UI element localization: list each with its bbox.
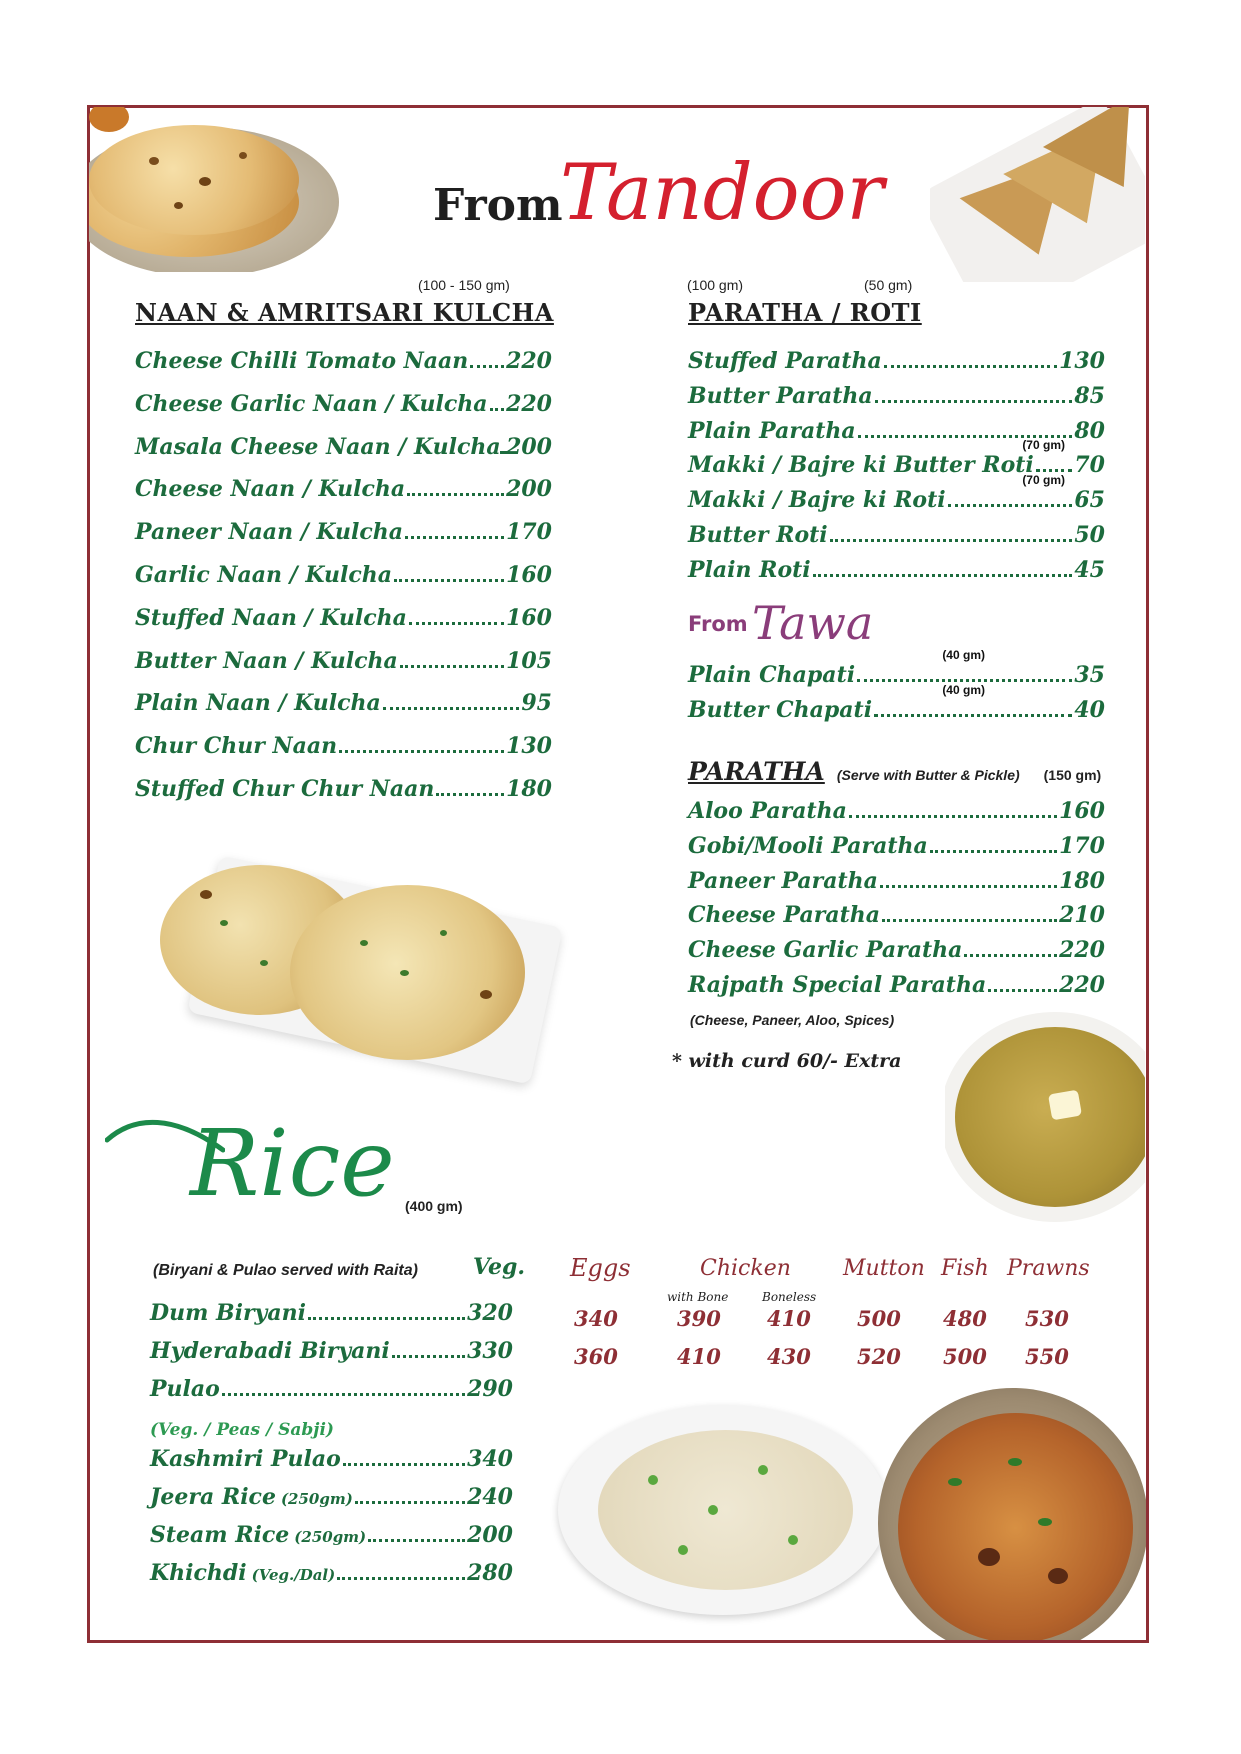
naan-heading: NAAN & AMRITSARI KULCHA [135, 298, 554, 327]
menu-item-price: 160 [1059, 798, 1105, 824]
menu-item-price: 220 [1059, 937, 1105, 964]
menu-item-price: 290 [467, 1376, 513, 1402]
menu-item-price: 170 [506, 519, 552, 546]
menu-item-name: Jeera Rice [150, 1484, 276, 1510]
hyd-biryani-boneless: 430 [767, 1344, 811, 1369]
menu-item-name: Butter Naan / Kulcha [135, 647, 398, 674]
menu-item-row [150, 1560, 513, 1586]
menu-item-name: Steam Rice [150, 1522, 290, 1548]
menu-item-row [135, 348, 552, 374]
dot-leader [882, 918, 1057, 922]
menu-item-row [688, 798, 1105, 824]
naan-weight-note: (100 - 150 gm) [418, 277, 510, 293]
dot-leader [1036, 468, 1073, 472]
menu-item-row [135, 519, 552, 545]
menu-item-weight: (70 gm) [1022, 473, 1065, 488]
paratha-special-note: (Cheese, Paneer, Aloo, Spices) [690, 1012, 895, 1028]
menu-item-price: 80 [1074, 417, 1105, 444]
menu-item-name: Cheese Garlic Paratha [688, 937, 963, 964]
menu-item-name: Plain Naan / Kulcha [135, 690, 381, 717]
tawa-script: Tawa [752, 596, 874, 650]
menu-item-price: 85 [1074, 382, 1105, 409]
menu-item-price: 280 [467, 1560, 513, 1586]
hyd-biryani-eggs: 360 [574, 1344, 618, 1369]
roti-weight-note-left: (100 gm) [687, 277, 744, 293]
dot-leader [874, 713, 1072, 717]
menu-item-name: Stuffed Chur Chur Naan [135, 776, 435, 802]
dot-leader [222, 1392, 465, 1396]
menu-item-row [135, 648, 552, 674]
menu-item-price: 210 [1059, 902, 1105, 929]
menu-item-name: Butter Paratha [688, 382, 873, 409]
menu-item-price: 45 [1074, 556, 1105, 583]
dot-leader [368, 1538, 465, 1542]
dot-leader [343, 1462, 465, 1466]
dum-biryani-mutton: 500 [857, 1306, 901, 1331]
menu-item-row [135, 562, 552, 588]
paratha-heading: PARATHA [688, 757, 825, 786]
menu-item-row [688, 348, 1105, 374]
col-with-bone: with Bone [667, 1290, 729, 1304]
menu-item-price: 220 [1059, 972, 1105, 998]
menu-item-price: 105 [506, 647, 552, 674]
menu-item-name: Butter Roti [688, 522, 828, 548]
menu-item-row [688, 557, 1105, 583]
menu-item-price: 130 [506, 733, 552, 760]
menu-item-name: Dum Biryani [150, 1300, 306, 1326]
menu-item-price: 200 [506, 476, 552, 503]
menu-item-row [135, 733, 552, 759]
menu-item-price: 50 [1074, 522, 1105, 548]
dot-leader [849, 814, 1057, 818]
menu-item-row [688, 522, 1105, 548]
menu-item-price: 130 [1059, 348, 1105, 374]
dot-leader [407, 492, 504, 496]
menu-item-weight: (40 gm) [942, 683, 985, 697]
menu-item-row [150, 1484, 513, 1510]
menu-item-row [135, 434, 552, 460]
menu-item-row [688, 937, 1105, 963]
menu-item-row [688, 972, 1105, 998]
paratha-triangles-image [930, 107, 1145, 282]
dot-leader [470, 364, 504, 368]
menu-item-price: 220 [506, 348, 552, 374]
menu-item-row [135, 776, 552, 802]
menu-item-name: Cheese Garlic Naan / Kulcha [135, 390, 488, 417]
menu-item-name: Stuffed Naan / Kulcha [135, 604, 407, 631]
dot-leader [400, 664, 504, 668]
menu-item-name: Cheese Paratha [688, 902, 881, 929]
menu-item-row [150, 1446, 513, 1472]
menu-item-sub: (Veg./Dal) [251, 1566, 336, 1584]
rice-served-note: (Biryani & Pulao served with Raita) [153, 1262, 418, 1279]
menu-item-price: 170 [1059, 832, 1105, 859]
menu-item-price: 340 [467, 1446, 513, 1472]
dum-biryani-with-bone: 390 [677, 1306, 721, 1331]
menu-item-weight: (70 gm) [1022, 438, 1065, 453]
dot-leader [355, 1500, 465, 1504]
menu-item-price: 70 [1074, 452, 1105, 479]
col-boneless: Boneless [762, 1290, 817, 1304]
title-from: From [433, 180, 563, 231]
menu-item-row [688, 383, 1105, 409]
naan-stack-image [89, 107, 339, 272]
menu-item-name: Cheese Chilli Tomato Naan [135, 348, 469, 374]
curd-note: * with curd 60/- Extra [672, 1050, 902, 1072]
hyd-biryani-fish: 500 [943, 1344, 987, 1369]
hyd-biryani-prawns: 550 [1025, 1344, 1069, 1369]
menu-item-name: Plain Chapati [688, 662, 856, 688]
col-mutton: Mutton [843, 1256, 925, 1281]
hyd-biryani-mutton: 520 [857, 1344, 901, 1369]
menu-item-name: Garlic Naan / Kulcha [135, 562, 393, 588]
menu-item-name: Butter Chapati [688, 697, 873, 723]
paratha-roti-heading: PARATHA / ROTI [688, 298, 922, 327]
menu-item-name: Aloo Paratha [688, 798, 847, 824]
menu-item-price: 65 [1074, 487, 1105, 514]
dot-leader [948, 503, 1073, 507]
dot-leader [503, 450, 504, 454]
menu-item-name: Makki / Bajre ki Roti [688, 487, 946, 514]
roti-weight-note-right: (50 gm) [864, 277, 913, 293]
dot-leader [405, 535, 504, 539]
dot-leader [813, 573, 1073, 577]
menu-item-row [150, 1300, 513, 1326]
dot-leader [830, 538, 1073, 542]
biryani-pot-image [878, 1388, 1146, 1640]
col-prawns: Prawns [1007, 1256, 1090, 1281]
col-fish: Fish [941, 1256, 989, 1281]
title-tandoor: Tandoor [560, 148, 884, 238]
garlic-naan-image [160, 850, 555, 1080]
dum-biryani-fish: 480 [943, 1306, 987, 1331]
menu-item-row [688, 473, 1105, 514]
menu-item-name: Gobi/Mooli Paratha [688, 832, 928, 859]
menu-item-sub: (250gm) [294, 1528, 367, 1546]
dot-leader [339, 749, 504, 753]
dot-leader [988, 988, 1057, 992]
dot-leader [383, 706, 520, 710]
menu-item-name: Masala Cheese Naan / Kulcha [135, 433, 501, 460]
menu-item-weight: (40 gm) [942, 648, 985, 662]
menu-item-price: 330 [467, 1338, 513, 1364]
rice-veg-label: Veg. [473, 1254, 526, 1280]
menu-item-price: 240 [467, 1484, 513, 1510]
dot-leader [436, 792, 504, 796]
menu-item-price: 95 [521, 690, 552, 717]
menu-item-name: Chur Chur Naan [135, 733, 338, 760]
paratha-serve-note: (Serve with Butter & Pickle) [836, 767, 1020, 783]
dot-leader [394, 578, 504, 582]
aloo-paratha-image [945, 1012, 1145, 1222]
menu-item-row [688, 648, 1105, 688]
dot-leader [964, 953, 1057, 957]
hyd-biryani-with-bone: 410 [677, 1344, 721, 1369]
menu-item-row [688, 833, 1105, 859]
menu-item-row [135, 605, 552, 631]
menu-item-row [135, 690, 552, 716]
dot-leader [337, 1576, 465, 1580]
menu-item-price: 180 [506, 776, 552, 802]
menu-item-name: Kashmiri Pulao [150, 1446, 341, 1472]
paratha-weight-note: (150 gm) [1043, 767, 1102, 783]
dot-leader [308, 1316, 465, 1320]
menu-item-price: 160 [506, 604, 552, 631]
menu-item-name: Plain Roti [688, 556, 811, 583]
menu-item-sub: (250gm) [280, 1490, 353, 1508]
rice-weight-note: (400 gm) [405, 1198, 463, 1214]
col-chicken: Chicken [700, 1256, 791, 1281]
menu-item-price: 180 [1059, 867, 1105, 894]
menu-item-row [150, 1522, 513, 1548]
jeera-rice-image [558, 1405, 898, 1630]
menu-item-name: Hyderabadi Biryani [150, 1338, 390, 1364]
menu-item-row [688, 868, 1105, 894]
menu-item-name: Pulao [150, 1376, 220, 1402]
menu-item-name: Stuffed Paratha [688, 348, 882, 374]
rice-script: Rice [190, 1110, 395, 1217]
dot-leader [930, 849, 1057, 853]
dum-biryani-eggs: 340 [574, 1306, 618, 1331]
menu-item-name: Paneer Paratha [688, 867, 878, 894]
dot-leader [858, 434, 1073, 438]
pulao-note: (Veg. / Peas / Sabji) [150, 1420, 334, 1440]
menu-item-row [135, 391, 552, 417]
dot-leader [490, 407, 505, 411]
menu-item-row [688, 902, 1105, 928]
menu-item-price: 160 [506, 562, 552, 588]
tawa-from: From [688, 612, 748, 636]
dot-leader [409, 621, 504, 625]
menu-item-price: 35 [1074, 662, 1105, 688]
menu-item-name: Khichdi [150, 1560, 247, 1586]
menu-item-name: Cheese Naan / Kulcha [135, 476, 406, 503]
dum-biryani-prawns: 530 [1025, 1306, 1069, 1331]
dot-leader [875, 399, 1073, 403]
dum-biryani-boneless: 410 [767, 1306, 811, 1331]
menu-item-row [135, 476, 552, 502]
dot-leader [857, 678, 1072, 682]
menu-item-price: 220 [506, 390, 552, 417]
menu-item-price: 200 [467, 1522, 513, 1548]
menu-item-name: Makki / Bajre ki Butter Roti [688, 452, 1034, 479]
menu-item-price: 200 [506, 433, 552, 460]
menu-item-row [688, 683, 1105, 723]
menu-item-name: Rajpath Special Paratha [688, 972, 987, 998]
menu-item-name: Plain Paratha [688, 417, 856, 444]
dot-leader [884, 364, 1057, 368]
dot-leader [880, 884, 1057, 888]
col-eggs: Eggs [570, 1254, 631, 1282]
menu-item-name: Paneer Naan / Kulcha [135, 519, 404, 546]
menu-item-price: 40 [1074, 697, 1105, 723]
menu-item-row [150, 1338, 513, 1364]
menu-item-row [150, 1376, 513, 1402]
dot-leader [392, 1354, 465, 1358]
menu-item-price: 320 [467, 1300, 513, 1326]
